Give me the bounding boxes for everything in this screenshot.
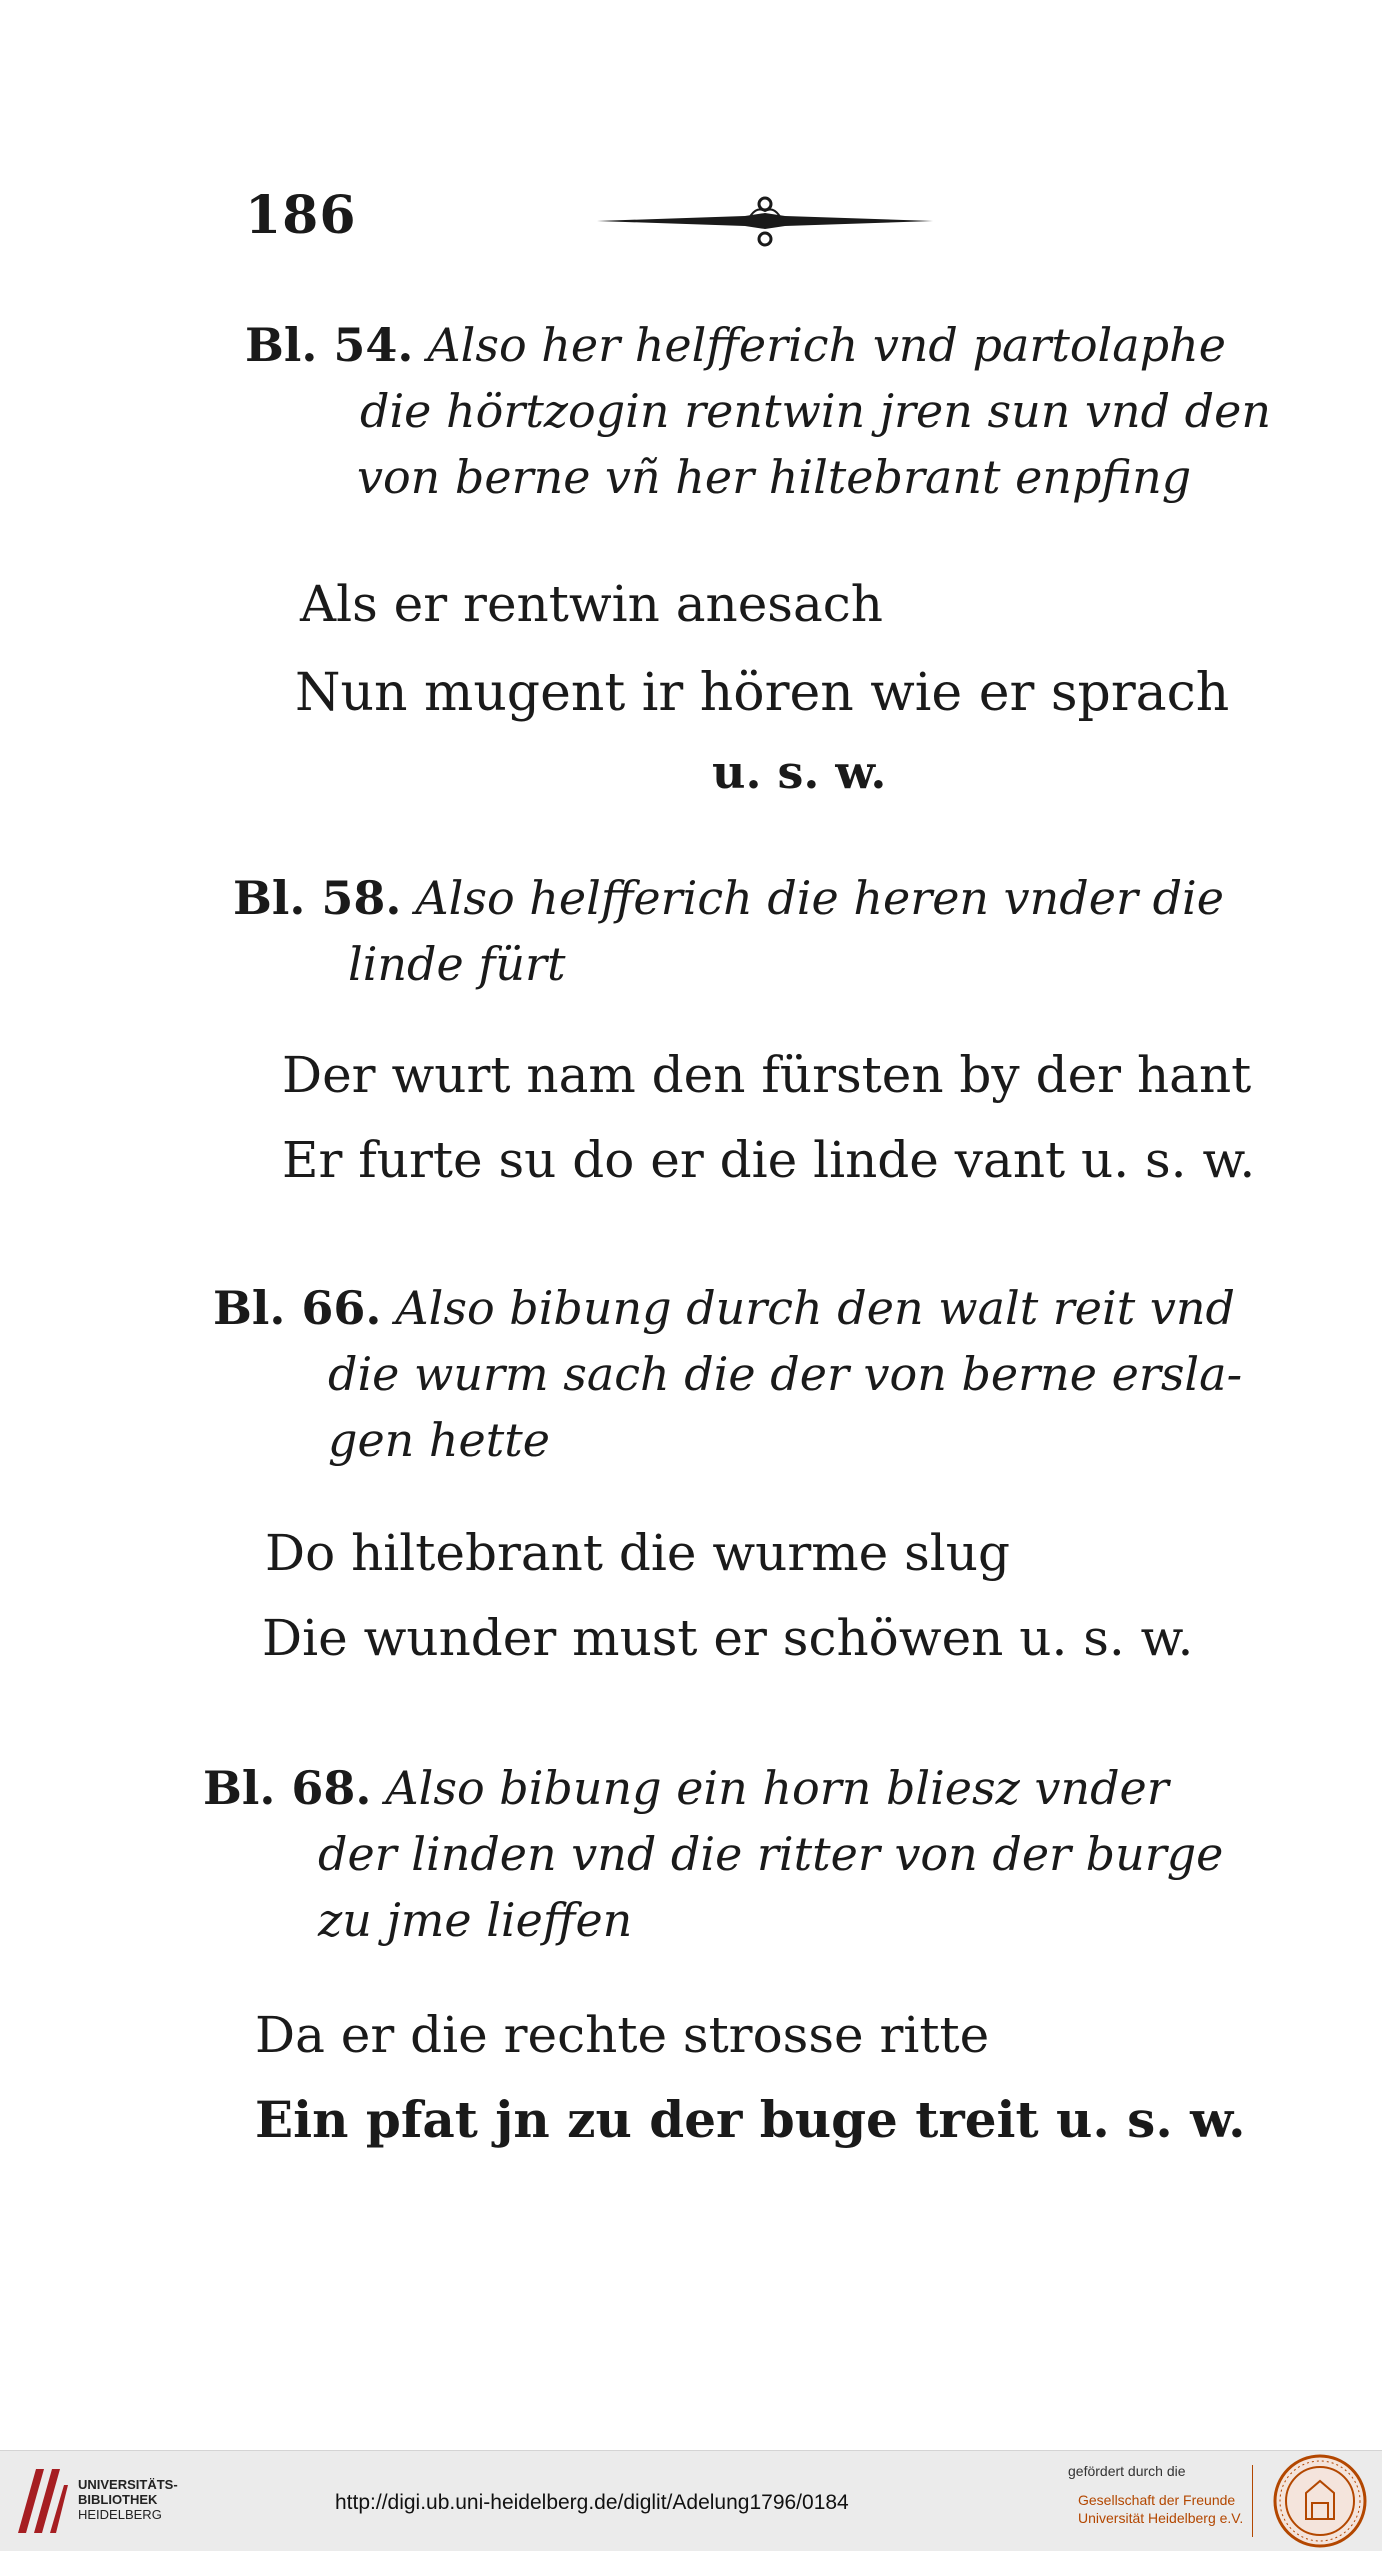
sponsor-name-line: Gesellschaft der Freunde bbox=[1078, 2492, 1236, 2508]
verse-line: Do hiltebrant die wurme slug bbox=[265, 1524, 1010, 1582]
verse-line: Die wunder must er schöwen u. s. w. bbox=[262, 1609, 1194, 1667]
library-name-line: BIBLIOTHEK bbox=[78, 2492, 158, 2507]
sponsor-name-line: Universität Heidelberg e.V. bbox=[1078, 2510, 1244, 2526]
leaf-reference: Bl. 68. bbox=[203, 1761, 372, 1815]
sponsor-lead-text: gefördert durch die bbox=[1068, 2463, 1186, 2479]
verse-line: Da er die rechte strosse ritte bbox=[255, 2006, 990, 2064]
footer-bar bbox=[0, 2450, 1382, 2551]
library-name-line: HEIDELBERG bbox=[78, 2507, 162, 2522]
heading-line: die hörtzogin rentwin jren sun vnd den bbox=[360, 384, 1271, 438]
section-heading bbox=[203, 1755, 1293, 1953]
leaf-reference: Bl. 66. bbox=[213, 1281, 382, 1335]
section-heading bbox=[245, 312, 1295, 510]
heading-line: Also her helfferich vnd partolaphe bbox=[427, 318, 1226, 372]
verse-line: Der wurt nam den fürsten by der hant bbox=[282, 1046, 1252, 1104]
heading-line: der linden vnd die ritter von der burge bbox=[318, 1827, 1224, 1881]
library-logo-icon bbox=[14, 2465, 70, 2537]
ornament-rule bbox=[595, 195, 935, 255]
heading-line: die wurm sach die der von berne ersla- bbox=[328, 1347, 1243, 1401]
heading-line: Also bibung ein horn bliesz vnder bbox=[385, 1761, 1169, 1815]
university-seal-icon bbox=[1272, 2453, 1368, 2549]
library-name-line: UNIVERSITÄTS- bbox=[78, 2477, 178, 2492]
verse-line: Nun mugent ir hören wie er sprach bbox=[295, 663, 1230, 723]
heading-line: von berne vñ her hiltebrant enpfing bbox=[357, 450, 1192, 504]
heading-line: Also bibung durch den walt reit vnd bbox=[395, 1281, 1235, 1335]
page-number: 186 bbox=[245, 185, 357, 246]
heading-line: Also helfferich die heren vnder die bbox=[415, 871, 1224, 925]
heading-line: zu jme lieffen bbox=[318, 1893, 633, 1947]
heading-line: linde fürt bbox=[348, 937, 566, 991]
permalink-url[interactable]: http://digi.ub.uni-heidelberg.de/diglit/Adelung1796/0184 bbox=[335, 2491, 849, 2514]
verse-line: Er furte su do er die linde vant u. s. w. bbox=[282, 1131, 1256, 1189]
verse-line: Ein pfat jn zu der buge treit u. s. w. bbox=[255, 2090, 1246, 2149]
leaf-reference: Bl. 58. bbox=[233, 871, 402, 925]
section-heading bbox=[233, 865, 1283, 997]
usw-note: u. s. w. bbox=[712, 745, 887, 799]
footer-divider bbox=[1252, 2465, 1253, 2537]
leaf-reference: Bl. 54. bbox=[245, 318, 414, 372]
section-heading bbox=[213, 1275, 1293, 1473]
heading-line: gen hette bbox=[328, 1413, 550, 1467]
verse-line: Als er rentwin anesach bbox=[300, 575, 883, 633]
sponsor-name bbox=[1078, 2491, 1243, 2527]
library-name bbox=[78, 2477, 178, 2522]
